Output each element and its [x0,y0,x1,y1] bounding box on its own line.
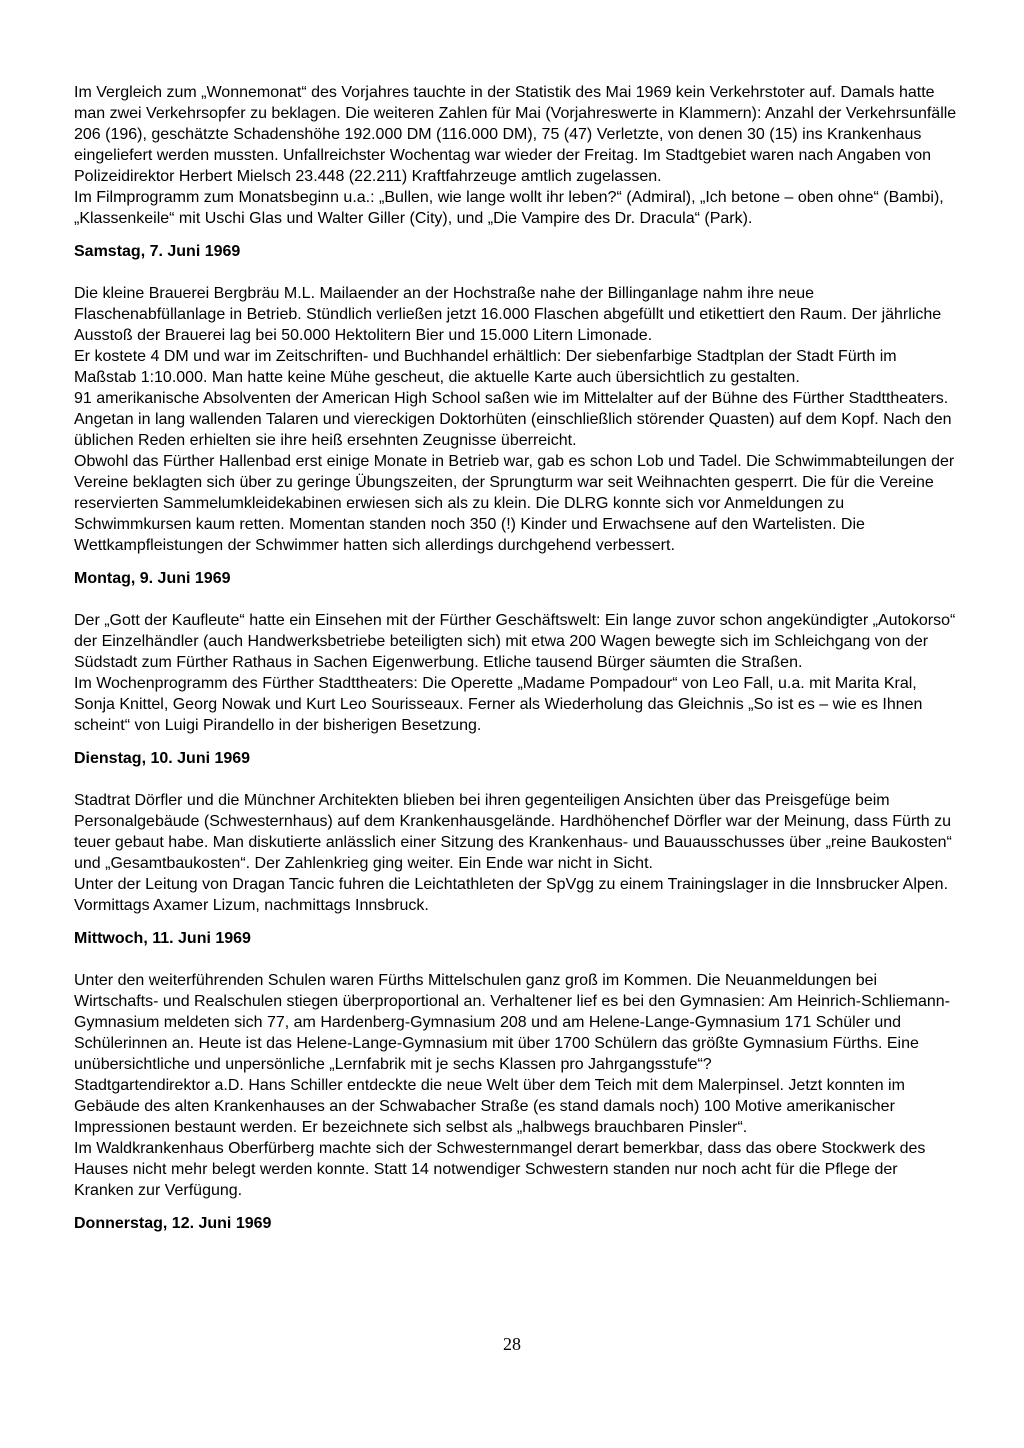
paragraph: Obwohl das Fürther Hallenbad erst einige Monate in Betrieb war, gab es schon Lob und Tadel. Die Schwimmabteilungen der Vereine beklagten sich über zu geringe Übungszeiten, der Sprungturm war seit Weihnachten gesperrt. Die für die Vereine reservierten Sammelumkleidekabinen erwiesen sich als zu klein. Die DLRG konnte sich vor Anmeldungen zu Schwimmkursen kaum retten. Momentan standen noch 350 (!) Kinder und Erwachsene auf den Wartelisten. Die Wettkampfleistungen der Schwimmer hatten sich allerdings durchgehend verbessert. [74,453,955,554]
date-heading: Samstag, 7. Juni 1969 [74,243,241,260]
date-heading: Montag, 9. Juni 1969 [74,570,231,587]
paragraph: Im Waldkrankenhaus Oberfürberg machte sich der Schwesternmangel derart bemerkbar, dass das obere Stockwerk des Hauses nicht mehr belegt werden konnte. Statt 14 notwendiger Schwestern standen nur noch acht für die Pflege der Kranken zur Verfügung. [74,1140,926,1199]
date-heading: Donnerstag, 12. Juni 1969 [74,1215,272,1232]
paragraph: Im Filmprogramm zum Monatsbeginn u.a.: „Bullen, wie lange wollt ihr leben?“ (Admiral), „Ich betone – oben ohne“ (Bambi), „Klassenkeile“ mit Uschi Glas und Walter Giller (City), und „Die Vampire des Dr. Dracula“ (Park). [74,189,944,227]
chronicle-section [74,241,958,556]
date-heading: Mittwoch, 11. Juni 1969 [74,930,251,947]
chronicle-section [74,1213,958,1234]
paragraph: Die kleine Brauerei Bergbräu M.L. Mailaender an der Hochstraße nahe der Billinganlage nahm ihre neue Flaschenabfüllanlage in Betrieb. Stündlich verließen jetzt 16.000 Flaschen abgefüllt und etikettiert den Raum. Der jährliche Ausstoß der Brauerei lag bei 50.000 Hektolitern Bier und 15.000 Litern Limonade. [74,285,942,344]
document-body [74,82,958,1234]
chronicle-section [74,82,958,229]
paragraph: Unter der Leitung von Dragan Tancic fuhren die Leichtathleten der SpVgg zu einem Trainingslager in die Innsbrucker Alpen. Vormittags Axamer Lizum, nachmittags Innsbruck. [74,876,949,914]
paragraph: Im Wochenprogramm des Fürther Stadttheaters: Die Operette „Madame Pompadour“ von Leo Fall, u.a. mit Marita Kral, Sonja Knittel, Georg Nowak und Kurt Leo Sourisseaux. Ferner als Wiederholung das Gleichnis „So ist es – wie es Ihnen scheint“ von Luigi Pirandello in der bisherigen Besetzung. [74,675,923,734]
paragraph: Er kostete 4 DM und war im Zeitschriften- und Buchhandel erhältlich: Der siebenfarbige Stadtplan der Stadt Fürth im Maßstab 1:10.000. Man hatte keine Mühe gescheut, die aktuelle Karte auch übersichtlich zu gestalten. [74,348,897,386]
paragraph: Unter den weiterführenden Schulen waren Fürths Mittelschulen ganz groß im Kommen. Die Neuanmeldungen bei Wirtschafts- und Realschulen stiegen überproportional an. Verhaltener lief es bei den Gymnasien: Am Heinrich-Schliemann-Gymnasium meldeten sich 77, am Hardenberg-Gymnasium 208 und am Helene-Lange-Gymnasium 171 Schüler und Schülerinnen an. Heute ist das Helene-Lange-Gymnasium mit über 1700 Schülern das größte Gymnasium Fürths. Eine unübersichtliche und unpersönliche „Lernfabrik mit je sechs Klassen pro Jahrgangsstufe“? [74,972,951,1073]
paragraph: Stadtrat Dörfler und die Münchner Architekten blieben bei ihren gegenteiligen Ansichten über das Preisgefüge beim Personalgebäude (Schwesternhaus) auf dem Krankenhausgelände. Hardhöhenchef Dörfler war der Meinung, dass Fürth zu teuer gebaut habe. Man diskutierte anlässlich einer Sitzung des Krankenhaus- und Bauausschusses über „reine Baukosten“ und „Gesamtbaukosten“. Der Zahlenkrieg ging weiter. Ein Ende war nicht in Sicht. [74,792,952,872]
chronicle-section [74,928,958,1201]
chronicle-section [74,748,958,916]
page-number: 28 [503,1334,521,1354]
paragraph: Stadtgartendirektor a.D. Hans Schiller entdeckte die neue Welt über dem Teich mit dem Malerpinsel. Jetzt konnten im Gebäude des alten Krankenhauses an der Schwabacher Straße (es stand damals noch) 100 Motive amerikanischer Impressionen bestaunt werden. Er bezeichnete sich selbst als „halbwegs brauchbaren Pinsler“. [74,1077,905,1136]
chronicle-section [74,568,958,736]
paragraph: Der „Gott der Kaufleute“ hatte ein Einsehen mit der Fürther Geschäftswelt: Ein lange zuvor schon angekündigter „Autokorso“ der Einzelhändler (auch Handwerksbetriebe beteiligten sich) mit etwa 200 Wagen bewegte sich im Schleichgang von der Südstadt zum Fürther Rathaus in Sachen Eigenwerbung. Etliche tausend Bürger säumten die Straßen. [74,612,956,671]
paragraph: Im Vergleich zum „Wonnemonat“ des Vorjahres tauchte in der Statistik des Mai 1969 kein Verkehrstoter auf. Damals hatte man zwei Verkehrsopfer zu beklagen. Die weiteren Zahlen für Mai (Vorjahreswerte in Klammern): Anzahl der Verkehrsunfälle 206 (196), geschätzte Schadenshöhe 192.000 DM (116.000 DM), 75 (47) Verletzte, von denen 30 (15) ins Krankenhaus eingeliefert werden mussten. Unfallreichster Wochentag war wieder der Freitag. Im Stadtgebiet waren nach Angaben von Polizeidirektor Herbert Mielsch 23.448 (22.211) Kraftfahrzeuge amtlich zugelassen. [74,84,957,185]
date-heading: Dienstag, 10. Juni 1969 [74,750,251,767]
paragraph: 91 amerikanische Absolventen der American High School saßen wie im Mittelalter auf der Bühne des Fürther Stadttheaters. Angetan in lang wallenden Talaren und viereckigen Doktorhüten (einschließlich störender Quasten) auf dem Kopf. Nach den üblichen Reden erhielten sie ihre heiß ersehnten Zeugnisse überreicht. [74,390,952,449]
